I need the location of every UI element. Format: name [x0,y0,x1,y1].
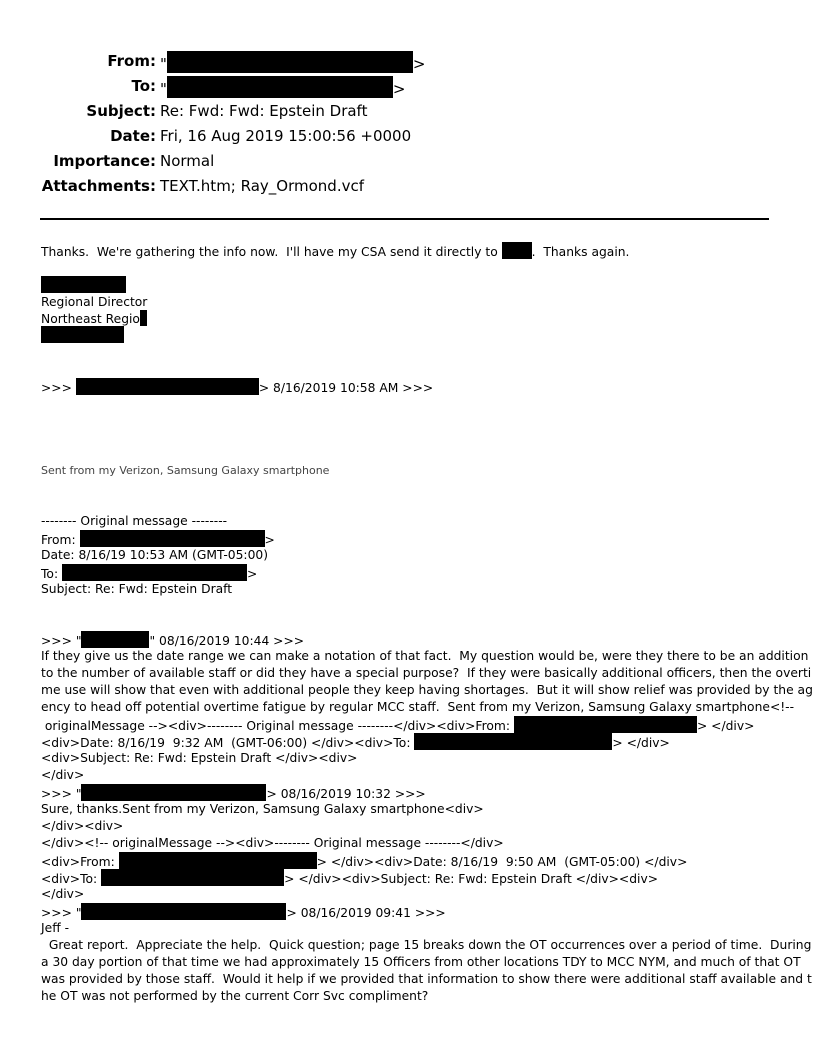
subject-value: Re: Fwd: Fwd: Epstein Draft [160,102,368,120]
html-fragment-line: </div> [41,768,85,782]
paragraph-1-line: to the number of available staff or did they have a special purpose? If they were basically additional officers, then the overti [41,666,812,680]
redaction-box [81,784,266,801]
redaction-box [76,378,259,395]
html-fragment-line: <div>From: > </div><div>Date: 8/16/19 9:50 AM (GMT-05:00) </div> [41,852,687,870]
original-message-header: -------- Original message -------- [41,514,228,528]
subject-label: Subject: [86,102,156,120]
html-fragment-line: </div><!-- originalMessage --><div>-------- Original message --------</div> [41,836,504,850]
paragraph-2-line: a 30 day portion of that time we had approximately 15 Officers from other locations TDY to MCC NYM, and much of that OT [41,955,801,969]
to-value: " > [160,76,405,99]
importance-value: Normal [160,152,215,170]
html-fragment-line: originalMessage --><div>-------- Original message --------</div><div>From: > </div> [41,716,754,734]
html-fragment-line: <div>Subject: Re: Fwd: Epstein Draft </div><div> [41,751,358,765]
attachments-value: TEXT.htm; Ray_Ormond.vcf [160,177,364,195]
redaction-box [62,564,247,581]
original-to-line: To: > [41,564,257,582]
thanks-line: Thanks. We're gathering the info now. I'll have my CSA send it directly to . Thanks again. [41,242,629,260]
from-label: From: [107,52,156,70]
to-label: To: [131,77,156,95]
paragraph-2-line: he OT was not performed by the current Corr Svc compliment? [41,989,429,1003]
html-fragment-line: </div><div> [41,819,124,833]
redaction-box [81,631,149,648]
redaction-box [140,310,147,326]
html-fragment-line: </div> [41,887,85,901]
original-from-line: From: > [41,530,275,548]
importance-label: Importance: [53,152,156,170]
forward-line-4: >>> " > 08/16/2019 09:41 >>> [41,903,446,921]
forward-line-3: >>> " > 08/16/2019 10:32 >>> [41,784,426,802]
original-date-line: Date: 8/16/19 10:53 AM (GMT-05:00) [41,548,269,562]
paragraph-2-line: Great report. Appreciate the help. Quick question; page 15 breaks down the OT occurrences over a period of time. During [41,938,812,952]
redaction-box [80,530,265,547]
header-divider [40,218,769,220]
html-fragment-line: <div>Date: 8/16/19 9:32 AM (GMT-06:00) </div><div>To: > </div> [41,733,670,751]
redaction-box [502,242,532,259]
original-subject-line: Subject: Re: Fwd: Epstein Draft [41,582,233,596]
paragraph-2-line: was provided by those staff. Would it help if we provided that information to show there were additional staff available and t [41,972,812,986]
redaction-box [101,869,284,886]
paragraph-1-line: ency to head off potential overtime fatigue by regular MCC staff. Sent from my Verizon, Samsung Galaxy smartphone<!-- [41,700,795,714]
redaction-box [119,852,317,869]
from-value: " > [160,51,425,74]
redaction-box [514,716,697,733]
redaction-box [41,276,126,293]
date-label: Date: [110,127,156,145]
paragraph-1-line: me use will show that even with additional people they keep having shortages. But it will show relief was provided by the ag [41,683,813,697]
redaction-box [81,903,286,920]
signature-title: Regional Director [41,295,148,309]
redaction-box [41,326,124,343]
signature-region: Northeast Regio [41,310,147,327]
redaction-box [167,76,393,98]
attachments-label: Attachments: [41,177,156,195]
forward-line-1: >>> > 8/16/2019 10:58 AM >>> [41,378,433,396]
sent-from-line: Sent from my Verizon, Samsung Galaxy smartphone [41,464,330,477]
html-fragment-line: <div>To: > </div><div>Subject: Re: Fwd: Epstein Draft </div><div> [41,869,658,887]
redaction-box [167,51,413,73]
paragraph-1-line: If they give us the date range we can make a notation of that fact. My question would be, were they there to be an addition [41,649,809,663]
redaction-box [414,733,612,750]
forward-line-2: >>> " " 08/16/2019 10:44 >>> [41,631,304,649]
date-value: Fri, 16 Aug 2019 15:00:56 +0000 [160,127,412,145]
html-fragment-line: Sure, thanks.Sent from my Verizon, Samsung Galaxy smartphone<div> [41,802,484,816]
greeting-line: Jeff - [41,921,70,935]
